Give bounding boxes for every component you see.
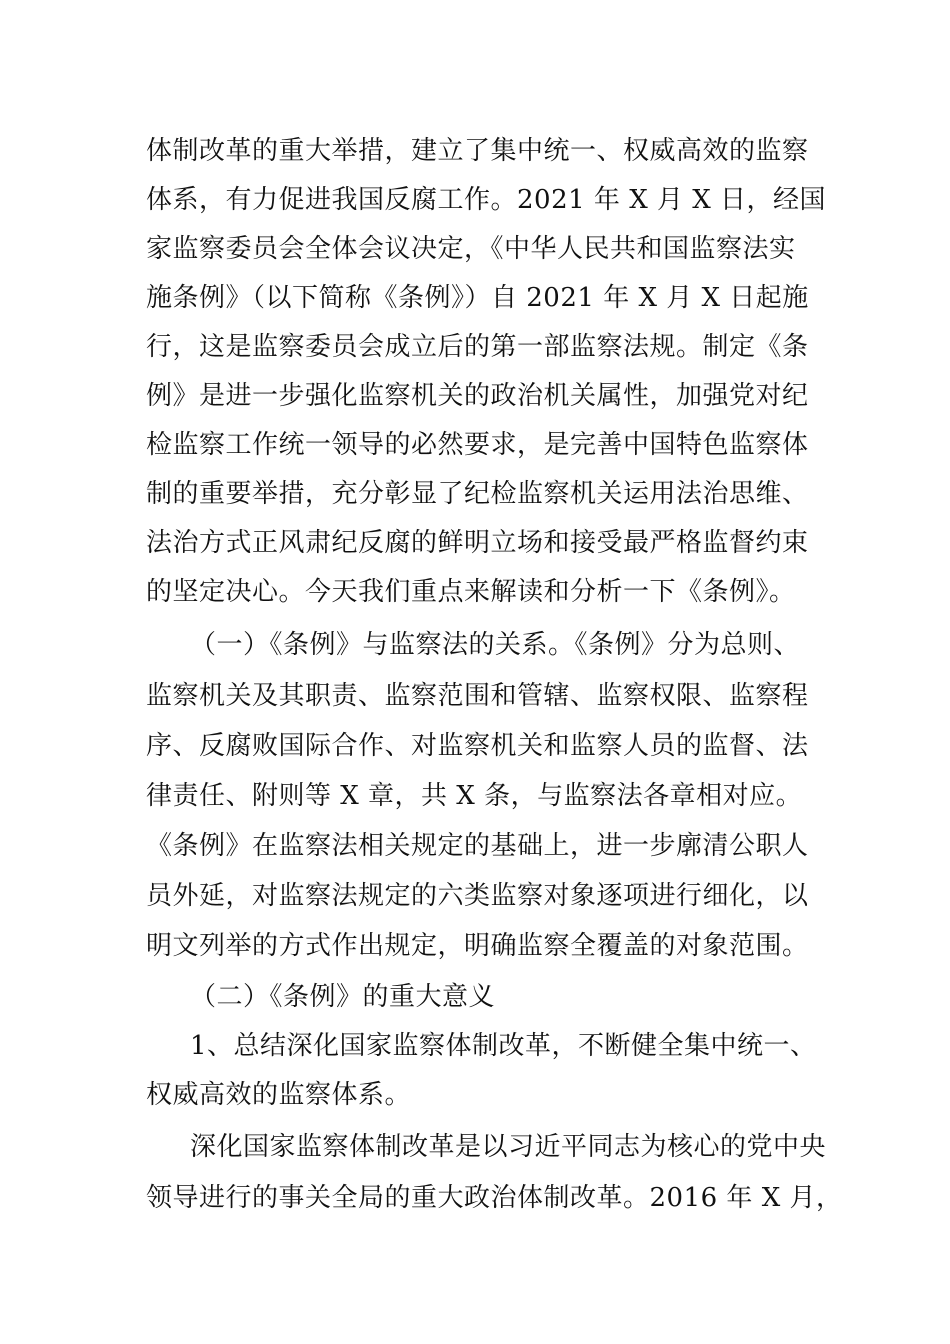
text-line: 体系，有力促进我国反腐工作。2021 年 X 月 X 日，经国 bbox=[146, 185, 827, 215]
text-line: 体制改革的重大举措，建立了集中统一、权威高效的监察 bbox=[146, 136, 809, 166]
subsection-heading: 1、总结深化国家监察体制改革，不断健全集中统一、 bbox=[190, 1031, 817, 1061]
text-line: 例》是进一步强化监察机关的政治机关属性，加强党对纪 bbox=[146, 381, 809, 411]
text-line: 权威高效的监察体系。 bbox=[146, 1080, 412, 1110]
text-line: 家监察委员会全体会议决定，《中华人民共和国监察法实 bbox=[146, 234, 796, 264]
text-line: 序、反腐败国际合作、对监察机关和监察人员的监督、法 bbox=[146, 731, 809, 761]
section-heading: （二）《条例》的重大意义 bbox=[190, 982, 496, 1012]
text-line: 法治方式正风肃纪反腐的鲜明立场和接受最严格监督约束 bbox=[146, 528, 809, 558]
text-line: 领导进行的事关全局的重大政治体制改革。2016 年 X 月， bbox=[146, 1183, 843, 1213]
text-line: 检监察工作统一领导的必然要求，是完善中国特色监察体 bbox=[146, 430, 809, 460]
text-line: 律责任、附则等 X 章，共 X 条，与监察法各章相对应。 bbox=[146, 781, 803, 811]
text-line: 监察机关及其职责、监察范围和管辖、监察权限、监察程 bbox=[146, 681, 809, 711]
text-line: 明文列举的方式作出规定，明确监察全覆盖的对象范围。 bbox=[146, 931, 809, 961]
text-line: 《条例》在监察法相关规定的基础上，进一步廓清公职人 bbox=[146, 831, 809, 861]
text-line: 制的重要举措，充分彰显了纪检监察机关运用法治思维、 bbox=[146, 479, 809, 509]
section-heading-line: （一）《条例》与监察法的关系。《条例》分为总则、 bbox=[190, 630, 801, 660]
text-line: 的坚定决心。今天我们重点来解读和分析一下《条例》。 bbox=[146, 577, 796, 607]
text-line: 施条例》（以下简称《条例》）自 2021 年 X 月 X 日起施 bbox=[146, 283, 809, 313]
paragraph-start-line: 深化国家监察体制改革是以习近平同志为核心的党中央 bbox=[190, 1132, 827, 1162]
text-line: 员外延，对监察法规定的六类监察对象逐项进行细化，以 bbox=[146, 881, 809, 911]
text-line: 行，这是监察委员会成立后的第一部监察法规。制定《条 bbox=[146, 332, 809, 362]
